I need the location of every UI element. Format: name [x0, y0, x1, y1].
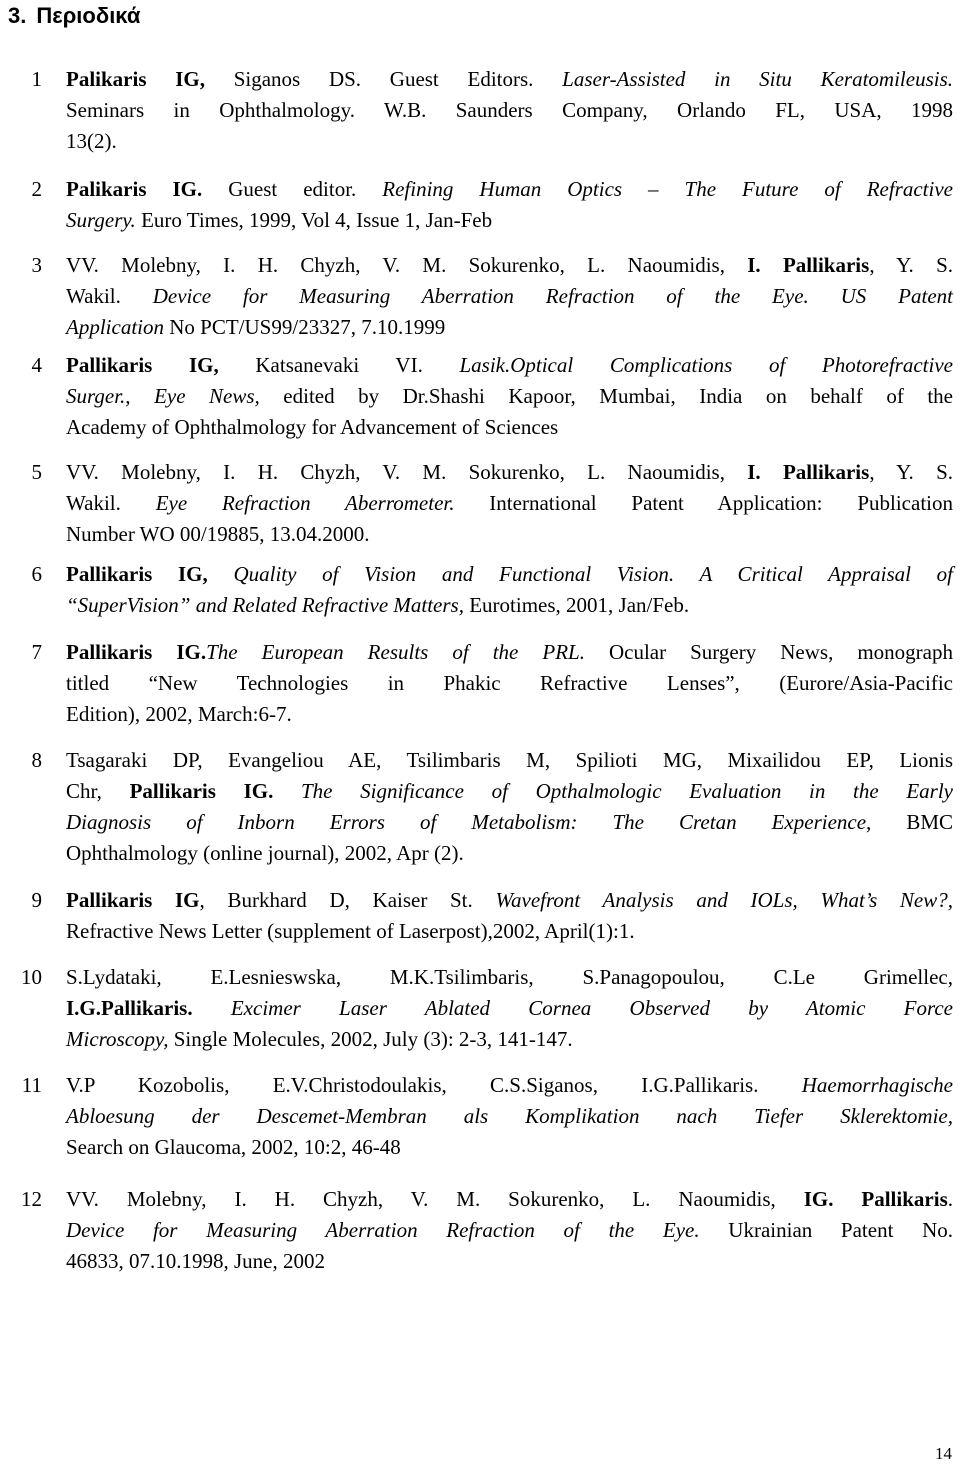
citation-text: V.P Kozobolis, E.V.Christodoulakis, C.S.Siganos, I.G.Pallikaris.	[66, 1073, 802, 1097]
title-text: Excimer Laser Ablated Cornea Observed by Atomic Force	[230, 996, 953, 1020]
author-name: Pallikaris IG.	[129, 779, 274, 803]
reference-line	[66, 1024, 953, 1055]
title-text: The Significance of Opthalmologic Evaluation in the Early	[300, 779, 953, 803]
citation-text	[193, 996, 231, 1020]
title-text: Application	[66, 315, 164, 339]
reference-line	[66, 64, 953, 95]
reference-line	[66, 807, 953, 838]
reference-number: 12	[21, 1187, 42, 1211]
reference-number: 8	[31, 748, 42, 772]
author-name: I. Pallikaris	[747, 460, 870, 484]
citation-text: 13(2).	[66, 129, 117, 153]
citation-text: , Y. S.	[869, 253, 954, 277]
citation-text: 46833, 07.10.1998, June, 2002	[66, 1249, 325, 1273]
citation-text: Refractive News Letter (supplement of Laserpost),2002, April(1):1.	[66, 919, 635, 943]
section-heading	[8, 0, 140, 32]
citation-text: Ocular Surgery News, monograph	[584, 640, 953, 664]
reference-number: 9	[31, 888, 42, 912]
reference-number: 3	[31, 253, 42, 277]
author-name: IG. Pallikaris	[803, 1187, 948, 1211]
title-text: Refining Human Optics – The Future of Refractive	[382, 177, 953, 201]
author-name: Pallikaris IG	[66, 888, 200, 912]
section-title: Περιοδικά	[36, 3, 141, 28]
citation-text: edited by Dr.Shashi Kapoor, Mumbai, India on behalf of the	[259, 384, 953, 408]
reference-line	[66, 1132, 953, 1163]
reference-line	[66, 776, 953, 807]
reference-line	[66, 1246, 953, 1277]
reference-text	[66, 457, 953, 550]
reference-line	[66, 916, 953, 947]
citation-text	[273, 779, 301, 803]
citation-text: No PCT/US99/23327, 7.10.1999	[164, 315, 446, 339]
title-text: Diagnosis of Inborn Errors of Metabolism: The Cretan Experience,	[66, 810, 872, 834]
reference-text	[66, 885, 953, 947]
title-text: Quality of Vision and Functional Vision. A Critical Appraisal of	[233, 562, 954, 586]
citation-text: , Y. S.	[869, 460, 954, 484]
reference-number: 10	[21, 965, 42, 989]
title-text: Microscopy,	[66, 1027, 169, 1051]
reference-text	[66, 962, 953, 1055]
reference-line	[66, 381, 953, 412]
reference-text	[66, 1184, 953, 1277]
reference-text	[66, 350, 953, 443]
author-name: Pallikaris IG,	[66, 562, 208, 586]
reference-number: 4	[31, 353, 42, 377]
citation-text: Euro Times, 1999, Vol 4, Issue 1, Jan-Feb	[135, 208, 493, 232]
reference-line	[66, 95, 953, 126]
title-text: Device for Measuring Aberration Refraction of the Eye.	[66, 1218, 700, 1242]
reference-text	[66, 745, 953, 869]
reference-line	[66, 488, 953, 519]
reference-line	[66, 1215, 953, 1246]
reference-text	[66, 250, 953, 343]
page-number: 14	[935, 1444, 952, 1463]
title-text: Laser-Assisted in Situ Keratomileusis.	[562, 67, 953, 91]
reference-line	[66, 412, 953, 443]
citation-text: Katsanevaki VI.	[218, 353, 460, 377]
reference-line	[66, 699, 953, 730]
reference-line	[66, 1070, 953, 1101]
citation-text: Academy of Ophthalmology for Advancement of Sciences	[66, 415, 559, 439]
citation-text	[208, 562, 234, 586]
citation-text: BMC	[871, 810, 954, 834]
title-text: Abloesung der Descemet-Membran als Komplikation nach Tiefer Sklerektomie,	[66, 1104, 953, 1128]
citation-text: .	[947, 1187, 953, 1211]
citation-text: VV. Molebny, I. H. Chyzh, V. M. Sokurenko, L. Naoumidis,	[66, 1187, 804, 1211]
citation-text: Single Molecules, 2002, July (3): 2-3, 141-147.	[168, 1027, 573, 1051]
reference-line	[66, 885, 953, 916]
citation-text: titled “New Technologies in Phakic Refractive Lenses”, (Eurore/Asia-Pacific	[66, 671, 953, 695]
reference-line	[66, 838, 953, 869]
citation-text: Seminars in Ophthalmology. W.B. Saunders Company, Orlando FL, USA, 1998	[66, 98, 953, 122]
citation-text: Search on Glaucoma, 2002, 10:2, 46-48	[66, 1135, 401, 1159]
citation-text: VV. Molebny, I. H. Chyzh, V. M. Sokurenko, L. Naoumidis,	[66, 460, 748, 484]
title-text: Lasik.Optical Complications of Photorefractive	[459, 353, 953, 377]
author-name: Palikaris IG.	[66, 177, 203, 201]
author-name: Pallikaris IG.	[66, 640, 207, 664]
citation-text: Wakil.	[66, 284, 153, 308]
citation-text: Ophthalmology (online journal), 2002, Apr (2).	[66, 841, 464, 865]
reference-line	[66, 668, 953, 699]
reference-line	[66, 590, 953, 621]
section-number: 3.	[8, 3, 27, 28]
reference-number: 7	[31, 640, 42, 664]
reference-line	[66, 205, 953, 236]
citation-text: Chr,	[66, 779, 130, 803]
reference-line	[66, 637, 953, 668]
title-text: Wavefront Analysis and IOLs, What’s New?,	[495, 888, 953, 912]
citation-text: Ukrainian Patent No.	[699, 1218, 954, 1242]
citation-text: Tsagaraki DP, Evangeliou AE, Tsilimbaris M, Spilioti MG, Mixailidou EP, Lionis	[66, 748, 953, 772]
reference-line	[66, 745, 953, 776]
reference-text	[66, 174, 953, 236]
reference-number: 11	[21, 1073, 42, 1097]
reference-line	[66, 1184, 953, 1215]
citation-text: VV. Molebny, I. H. Chyzh, V. M. Sokurenko, L. Naoumidis,	[66, 253, 748, 277]
author-name: I.G.Pallikaris.	[66, 996, 193, 1020]
reference-line	[66, 457, 953, 488]
author-name: Pallikaris IG,	[66, 353, 219, 377]
title-text: Device for Measuring Aberration Refraction of the Eye. US Patent	[152, 284, 953, 308]
reference-number: 5	[31, 460, 42, 484]
reference-text	[66, 1070, 953, 1163]
citation-text: International Patent Application: Publication	[454, 491, 953, 515]
reference-line	[66, 281, 953, 312]
citation-text: Eurotimes, 2001, Jan/Feb.	[463, 593, 690, 617]
title-text: Surger., Eye News,	[66, 384, 260, 408]
reference-number: 2	[31, 177, 42, 201]
reference-line	[66, 174, 953, 205]
citation-text: S.Lydataki, E.Lesnieswska, M.K.Tsilimbaris, S.Panagopoulou, C.Le Grimellec,	[66, 965, 953, 989]
citation-text: Siganos DS. Guest Editors.	[205, 67, 563, 91]
author-name: Palikaris IG,	[66, 67, 205, 91]
reference-line	[66, 250, 953, 281]
reference-line	[66, 350, 953, 381]
citation-text: Edition), 2002, March:6-7.	[66, 702, 292, 726]
reference-line	[66, 559, 953, 590]
title-text: “SuperVision” and Related Refractive Matters,	[66, 593, 464, 617]
citation-text: , Burkhard D, Kaiser St.	[199, 888, 496, 912]
reference-line	[66, 519, 953, 550]
title-text: Surgery.	[66, 208, 136, 232]
title-text: Eye Refraction Aberrometer.	[155, 491, 455, 515]
reference-line	[66, 126, 953, 157]
reference-text	[66, 637, 953, 730]
citation-text: Guest editor.	[202, 177, 383, 201]
title-text: Haemorrhagische	[801, 1073, 953, 1097]
reference-line	[66, 1101, 953, 1132]
title-text: The European Results of the PRL.	[206, 640, 585, 664]
author-name: I. Pallikaris	[747, 253, 870, 277]
reference-number: 1	[31, 67, 42, 91]
reference-line	[66, 312, 953, 343]
citation-text: Wakil.	[66, 491, 156, 515]
reference-line	[66, 962, 953, 993]
reference-number: 6	[31, 562, 42, 586]
reference-line	[66, 993, 953, 1024]
citation-text: Number WO 00/19885, 13.04.2000.	[66, 522, 370, 546]
reference-text	[66, 64, 953, 157]
reference-text	[66, 559, 953, 621]
